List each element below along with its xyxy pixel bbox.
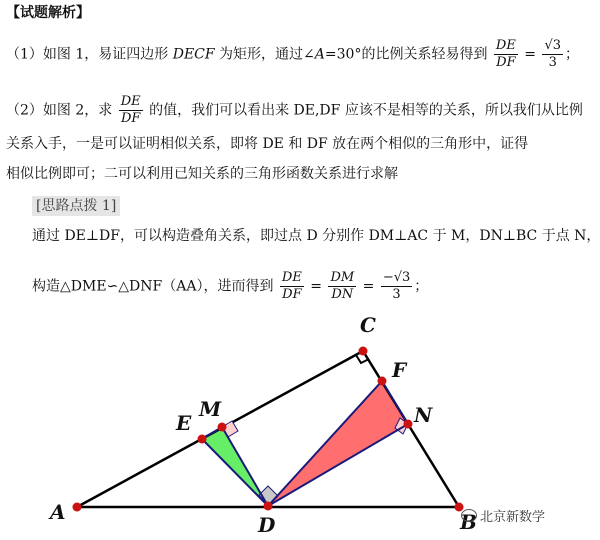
triangle-dme [202, 427, 268, 506]
label-e: E [176, 411, 192, 435]
label-n: N [414, 403, 433, 427]
part2-line2: 关系入手，一是可以证明相似关系，即将 DE 和 DF 放在两个相似的三角形中，证得 [6, 136, 529, 152]
label-m: M [199, 397, 222, 421]
part1-ratio-fraction: $\frac{DE}{DF}$ [495, 38, 516, 70]
part1-mid2: =30°的比例关系轻易得到 [324, 46, 492, 63]
point-f [378, 377, 387, 386]
watermark-text: 北京新数学 [480, 510, 546, 525]
point-c [359, 347, 368, 356]
part2-suffix: 的值，我们可以看出来 DE,DF 应该不是相等的关系，所以我们从比例 [144, 102, 583, 119]
label-a: A [50, 500, 66, 524]
label-d: D [258, 513, 276, 537]
part3-eq1: = [305, 278, 327, 295]
point-n [404, 420, 413, 429]
wechat-icon [461, 509, 477, 522]
label-c: C [360, 313, 376, 337]
part3-prefix: 构造△DME∽△DNF（AA），进而得到 [32, 278, 278, 295]
part3-line1: 通过 DE⊥DF，可以构造叠角关系，即过点 D 分别作 DM⊥AC 于 M，DN⊥BC 于点 N， [32, 228, 600, 244]
part1-value-fraction: $\frac{√3}{3}$ [544, 38, 562, 70]
watermark [461, 506, 545, 525]
part1-mid: 为矩形，通过∠ [214, 46, 315, 63]
hint-tag: [思路点拨 1] [32, 196, 120, 216]
point-d [264, 502, 273, 511]
label-b: B [460, 510, 477, 534]
label-f: F [392, 358, 407, 382]
point-e [198, 435, 207, 444]
part3-fraction-dm-dn: $\frac{DM}{DN}$ [330, 270, 355, 302]
point-m [218, 423, 227, 432]
part1-quad: DECF [172, 46, 215, 63]
part1-angle: A [314, 46, 325, 63]
part2-prefix: （2）如图 2，求 [6, 102, 117, 119]
part3-suffix: ； [414, 278, 429, 295]
section-header: 【试题解析】 [6, 5, 90, 21]
part1-suffix: ； [565, 46, 580, 63]
point-a [73, 503, 82, 512]
part1-equals: = [519, 46, 541, 63]
part2-line3: 相似比例即可；二可以利用已知关系的三角形函数关系进行求解 [6, 166, 398, 182]
part3-eq2: = [358, 278, 379, 295]
part2-fraction: $\frac{DE}{DF}$ [120, 94, 141, 126]
part3-value-fraction: $\frac{-√3}{3}$ [382, 270, 411, 302]
part1-prefix: （1）如图 1，易证四边形 [6, 46, 173, 63]
triangle-dnf [268, 381, 408, 506]
part3-fraction-de-df: $\frac{DE}{DF}$ [281, 270, 302, 302]
